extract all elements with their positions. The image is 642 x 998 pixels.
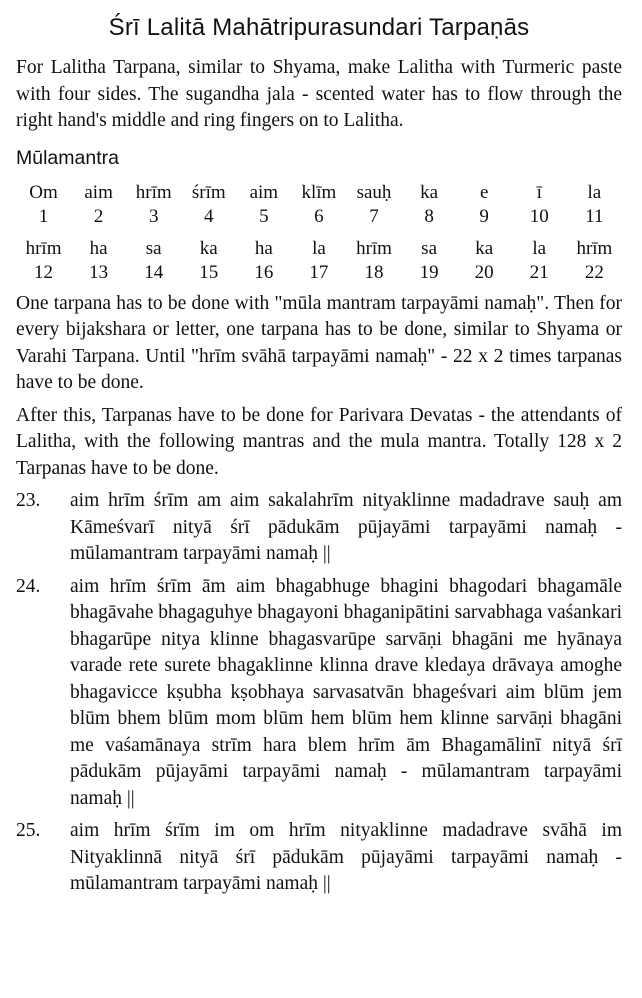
mantra-syllable: śrīm — [191, 181, 226, 203]
item-text: aim hrīm śrīm im om hrīm nityaklinne madadrave svāhā im Nityaklinnā nityā śrī pādukām pūjayāmi tarpayāmi namaḥ - mūlamantram tarpayāmi namaḥ || — [70, 820, 622, 894]
mantra-syllable-number: 21 — [529, 261, 549, 283]
mantra-syllable: ka — [199, 237, 218, 259]
mantra-syllable: ka — [420, 181, 439, 203]
mantra-syllable: sa — [421, 237, 437, 259]
mantra-syllable-number: 8 — [424, 205, 434, 227]
mantra-syllable-number: 1 — [38, 205, 49, 227]
mantra-syllable: e — [479, 181, 489, 203]
page-title: Śrī Lalitā Mahātripurasundari Tarpaṇās — [108, 14, 530, 41]
mantra-syllable-number: 17 — [309, 261, 329, 283]
mantra-syllable: la — [312, 237, 326, 259]
mantra-syllable: ha — [254, 237, 273, 259]
mantra-syllable: la — [532, 237, 547, 259]
mantra-syllable: hrīm — [356, 237, 392, 259]
mantra-table-row1 — [16, 179, 622, 235]
mantra-syllable-number: 6 — [314, 205, 324, 227]
mantra-syllable-number: 5 — [259, 205, 269, 227]
mantra-item-23 — [16, 488, 622, 568]
mantra-table-row2 — [16, 235, 622, 291]
mantra-syllable-number: 22 — [584, 261, 604, 283]
mantra-item-24 — [16, 574, 622, 813]
mantra-syllable-number: 3 — [148, 205, 159, 227]
mantra-syllable: hrīm — [25, 237, 62, 259]
mantra-syllable-number: 10 — [529, 205, 549, 227]
mantra-syllable-number: 16 — [254, 261, 274, 283]
item-number: 24. — [16, 575, 41, 597]
mantra-item-25 — [16, 818, 622, 898]
mantra-syllable-number: 18 — [364, 261, 384, 283]
mantra-syllable-number: 11 — [585, 205, 604, 227]
mantra-syllable: ha — [89, 237, 108, 259]
mantra-syllable-number: 7 — [369, 205, 379, 227]
mantra-syllable-number: 13 — [89, 261, 109, 283]
mantra-syllable: hrīm — [135, 181, 172, 203]
mantra-syllable: Om — [29, 181, 58, 203]
mantra-syllable: ka — [475, 237, 494, 259]
item-number: 23. — [16, 490, 41, 511]
mantra-syllable-number: 19 — [419, 261, 439, 283]
mantra-syllable: la — [587, 181, 602, 203]
mantra-syllable: aim — [249, 181, 279, 203]
item-number: 25. — [16, 820, 41, 841]
mantra-syllable: klīm — [301, 181, 337, 203]
item-text: aim hrīm śrīm ām aim bhagabhuge bhagini bhagodari bhagamāle bhagāvahe bhagaguhye bhagayoni bhaganipātini sarvabhaga vaśankari bhagarūpe nitya klinne bhagasvarūpe sarvāṇi bhagāni me hyānaya varade rete surete bhagaklinne klinna drave kledaya drāvaya amoghe bhagavicce kṣubha kṣobhaya sarvasatvān bhageśvari aim blūm jem blūm bhem blūm mom blūm hem blūm hem klinne sarvāṇi bhagāni me vaśamānaya strīm hara blem hrīm ām Bhagamālinī nityā śrī pādukām pūjayāmi tarpayāmi namaḥ - mūlamantram tarpayāmi namaḥ || — [70, 575, 622, 809]
mantra-syllable-number: 2 — [93, 205, 104, 227]
mantra-syllable: sauḥ — [356, 181, 392, 203]
mantra-syllable-number: 9 — [479, 205, 489, 227]
document-page — [0, 13, 642, 998]
mulamantra-heading: Mūlamantra — [16, 146, 119, 169]
mantra-syllable: sa — [145, 237, 162, 259]
item-text: aim hrīm śrīm am aim sakalahrīm nityaklinne madadrave sauḥ am Kāmeśvarī nityā śrī pādukām pūjayāmi tarpayāmi namaḥ - mūlamantram tarpayāmi namaḥ || — [70, 490, 622, 564]
mantra-syllable-number: 4 — [204, 205, 214, 227]
mantra-syllable: hrīm — [576, 237, 613, 259]
mantra-syllable: aim — [84, 181, 113, 203]
intro-paragraph: For Lalitha Tarpana, similar to Shyama, make Lalitha with Turmeric paste with four sides. The sugandha jala - scented water has to flow through the right hand's middle and ring fingers on to Lalitha. — [16, 57, 622, 131]
mantra-syllable-number: 14 — [144, 261, 164, 283]
paragraph-parivara-devatas: After this, Tarpanas have to be done for Parivara Devatas - the attendants of Lalitha, with the following mantras and the mula mantra. Totally 128 x 2 Tarpanas have to be done. — [16, 404, 622, 479]
mantra-syllable-number: 20 — [474, 261, 494, 283]
paragraph-tarpana-instructions: One tarpana has to be done with "mūla mantram tarpayāmi namaḥ". Then for every bijakshara or letter, one tarpana has to be done, similar to Shyama or Varahi Tarpana. Until "hrīm svāhā tarpayāmi namaḥ" - 22 x 2 times tarpanas have to be done. — [16, 292, 622, 393]
mantra-syllable: ī — [536, 181, 542, 203]
mantra-syllable-number: 12 — [34, 261, 54, 283]
mantra-syllable-number: 15 — [199, 261, 219, 283]
